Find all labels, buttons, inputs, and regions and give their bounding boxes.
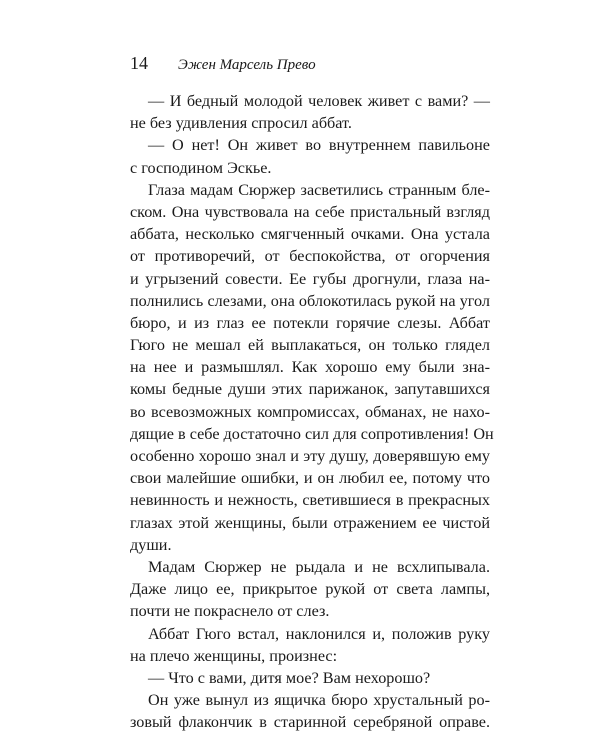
text-line: дящие в себе достаточно сил для сопротивления! Он [130,424,494,443]
text-line: зовый флакончик в старинной серебряной оправе. [130,713,490,732]
text-line: Гюго не мешал ей выплакаться, он только глядел [130,336,490,355]
text-line: и угрызений совести. Ее губы дрогнули, глаза на- [130,269,490,288]
text-line: свои малейшие ошибки, и он любил ее, потому что [130,469,490,488]
text-line: особенно хорошо знал и эту душу, доверявшую ему [130,447,490,465]
text-line: от противоречий, от беспокойства, от огорчения [130,247,490,266]
text-line: на плечо женщины, произнес: [130,646,338,665]
running-head: Эжен Марсель Прево [178,57,316,73]
text-line: с господином Эскье. [130,158,272,177]
text-line: невинность и нежность, светившиеся в прекрасных [130,491,490,510]
body-text [130,90,494,733]
text-line: аббата, несколько смягченный очками. Она устала [130,225,490,244]
text-line: на нее и размышлял. Как хорошо ему были зна- [130,358,490,377]
page-number: 14 [130,53,148,73]
text-line: Мадам Сюржер не рыдала и не всхлипывала. [148,557,490,576]
text-line: почти не покраснело от слез. [130,602,330,621]
text-line: комы бедные души этих парижанок, запутавшихся [130,380,490,399]
text-line: — Что с вами, дитя мое? Вам нехорошо? [148,668,431,687]
text-line: Глаза мадам Сюржер засветились странным бле- [148,180,490,199]
text-line: бюро, и из глаз ее потекли горячие слезы. Аббат [130,313,490,332]
text-line: полнились слезами, она облокотилась рукой на угол [130,291,490,310]
text-line: глазах этой женщины, были отражением ее чистой [130,513,490,532]
text-line: Аббат Гюго встал, наклонился и, положив руку [148,624,490,643]
text-line: во всевозможных компромиссах, обманах, не нахо- [130,402,490,421]
text-line: души. [130,535,172,554]
text-line: ском. Она чувствовала на себе пристальный взгляд [130,202,490,221]
text-line: Даже лицо ее, прикрытое рукой от света лампы, [130,580,490,599]
text-line: не без удивления спросил аббат. [130,114,352,133]
text-line: — О нет! Он живет во внутреннем павильоне [148,136,490,155]
text-line: Он уже вынул из ящичка бюро хрустальный ро- [148,691,490,710]
text-line: — И бедный молодой человек живет с вами? — [148,92,490,110]
